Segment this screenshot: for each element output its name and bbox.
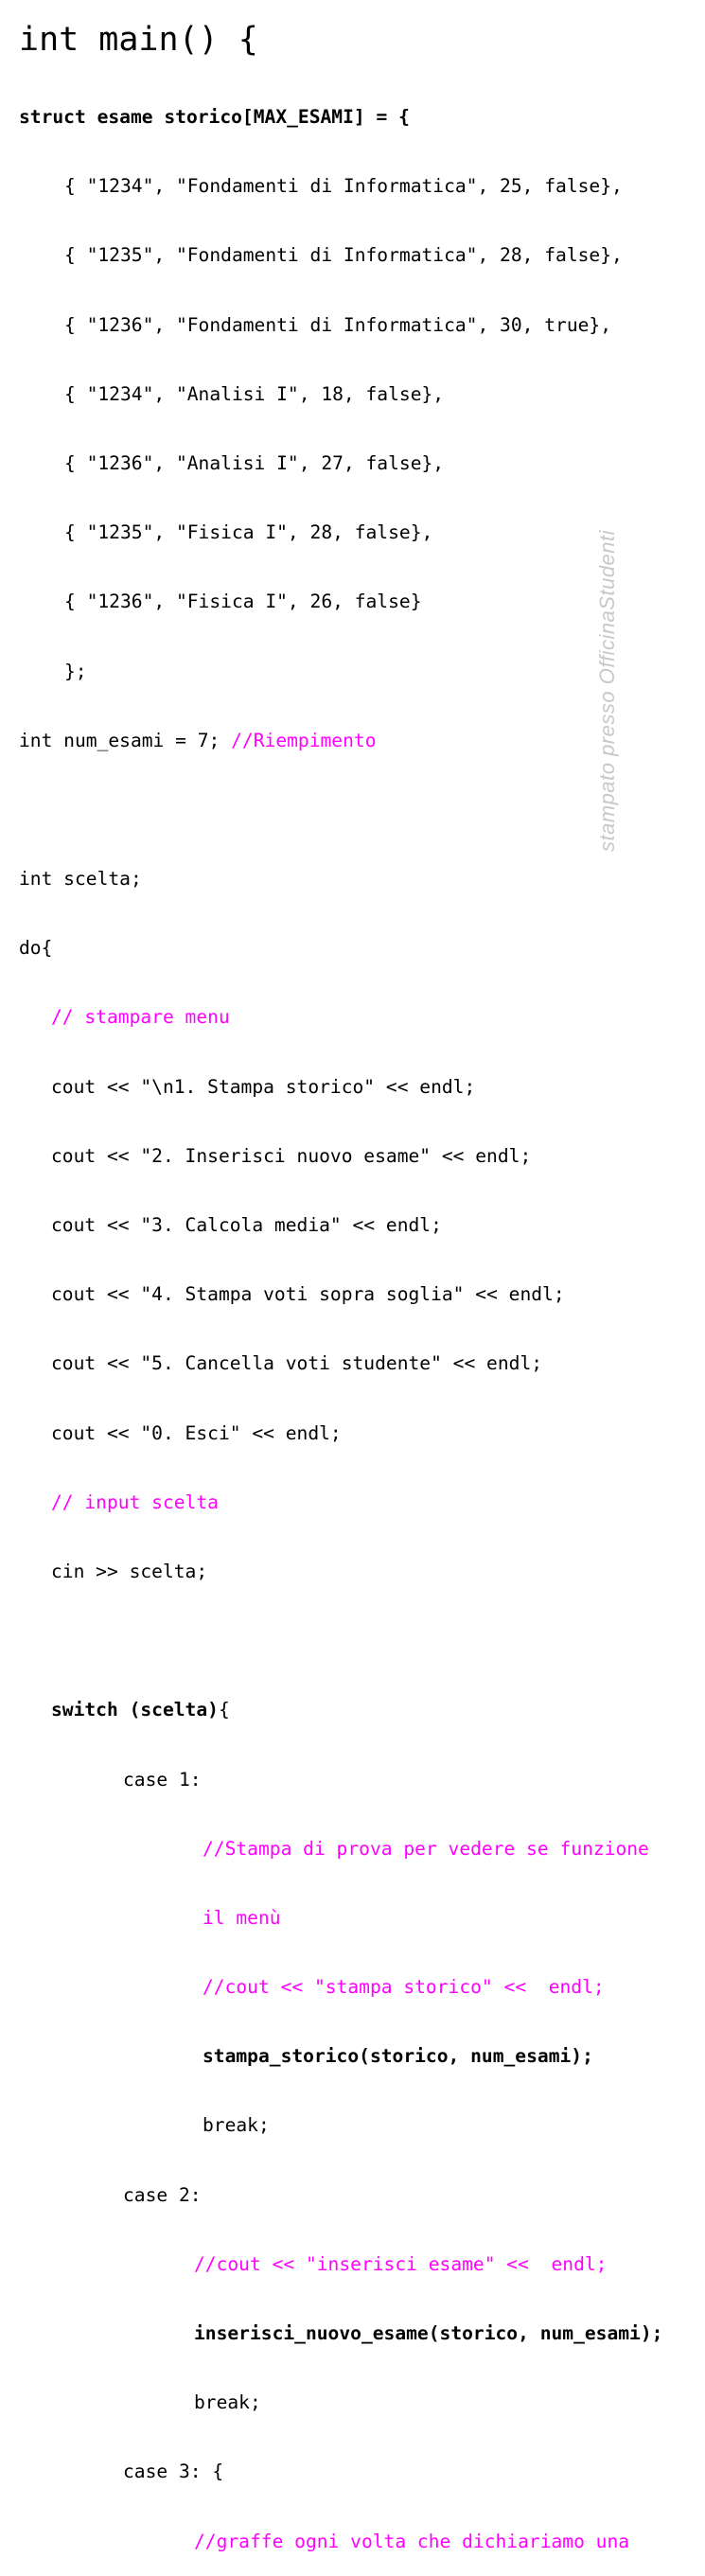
code-line: cout << "5. Cancella voti studente" << endl; bbox=[51, 1352, 543, 1375]
code-comment: // input scelta bbox=[51, 1491, 219, 1513]
code-text: int num_esami = 7; bbox=[19, 729, 232, 751]
code-line: cin >> scelta; bbox=[51, 1560, 208, 1582]
code-line: inserisci_nuovo_esame(storico, num_esami); bbox=[194, 2322, 663, 2344]
code-line: cout << "0. Esci" << endl; bbox=[51, 1421, 342, 1444]
code-heading: int main() { bbox=[19, 21, 258, 59]
code-comment: // stampare menu bbox=[51, 1006, 230, 1029]
code-line: { "1235", "Fondamenti di Informatica", 28, false}, bbox=[64, 244, 623, 267]
code-line: do{ bbox=[19, 937, 53, 960]
code-comment: //graffe ogni volta che dichiariamo una bbox=[194, 2530, 630, 2552]
watermark bbox=[595, 511, 619, 871]
code-comment: //Stampa di prova per vedere se funzione bbox=[203, 1837, 649, 1860]
code-line bbox=[19, 797, 662, 822]
code-comment: il menù bbox=[203, 1906, 281, 1929]
code-line bbox=[19, 1628, 662, 1653]
code-line: cout << "\n1. Stampa storico" << endl; bbox=[51, 1075, 476, 1098]
code-line: case 2: bbox=[123, 2183, 202, 2206]
code-text: switch (scelta) bbox=[51, 1699, 219, 1721]
code-line: break; bbox=[203, 2114, 270, 2137]
code-line: cout << "2. Inserisci nuovo esame" << endl; bbox=[51, 1144, 532, 1167]
code-comment: //cout << "stampa storico" << endl; bbox=[203, 1976, 605, 1999]
code-text: { bbox=[218, 1699, 230, 1721]
code-line: { "1236", "Fisica I", 26, false} bbox=[64, 591, 422, 613]
code-line: break; bbox=[194, 2391, 261, 2414]
code-line: struct esame storico[MAX_ESAMI] = { bbox=[19, 106, 410, 128]
code-line bbox=[19, 1697, 662, 1722]
code-line: stampa_storico(storico, num_esami); bbox=[203, 2045, 593, 2068]
code-block bbox=[19, 61, 662, 2576]
code-line: { "1234", "Analisi I", 18, false}, bbox=[64, 382, 445, 405]
code-line: case 1: bbox=[123, 1768, 202, 1791]
code-line: { "1236", "Analisi I", 27, false}, bbox=[64, 451, 445, 474]
code-line: { "1234", "Fondamenti di Informatica", 25, false}, bbox=[64, 175, 623, 198]
code-line: int scelta; bbox=[19, 868, 142, 891]
code-line: { "1235", "Fisica I", 28, false}, bbox=[64, 521, 433, 544]
code-line: cout << "3. Calcola media" << endl; bbox=[51, 1214, 442, 1236]
code-line: case 3: { bbox=[123, 2461, 224, 2483]
code-line bbox=[19, 728, 662, 753]
code-line: }; bbox=[64, 660, 87, 682]
code-comment: //cout << "inserisci esame" << endl; bbox=[194, 2252, 608, 2275]
code-comment: //Riempimento bbox=[231, 729, 377, 751]
code-line: { "1236", "Fondamenti di Informatica", 30, true}, bbox=[64, 313, 612, 336]
watermark-text: stampato presso OfficinaStudenti bbox=[595, 529, 619, 853]
code-line: cout << "4. Stampa voti sopra soglia" << endl; bbox=[51, 1283, 565, 1306]
